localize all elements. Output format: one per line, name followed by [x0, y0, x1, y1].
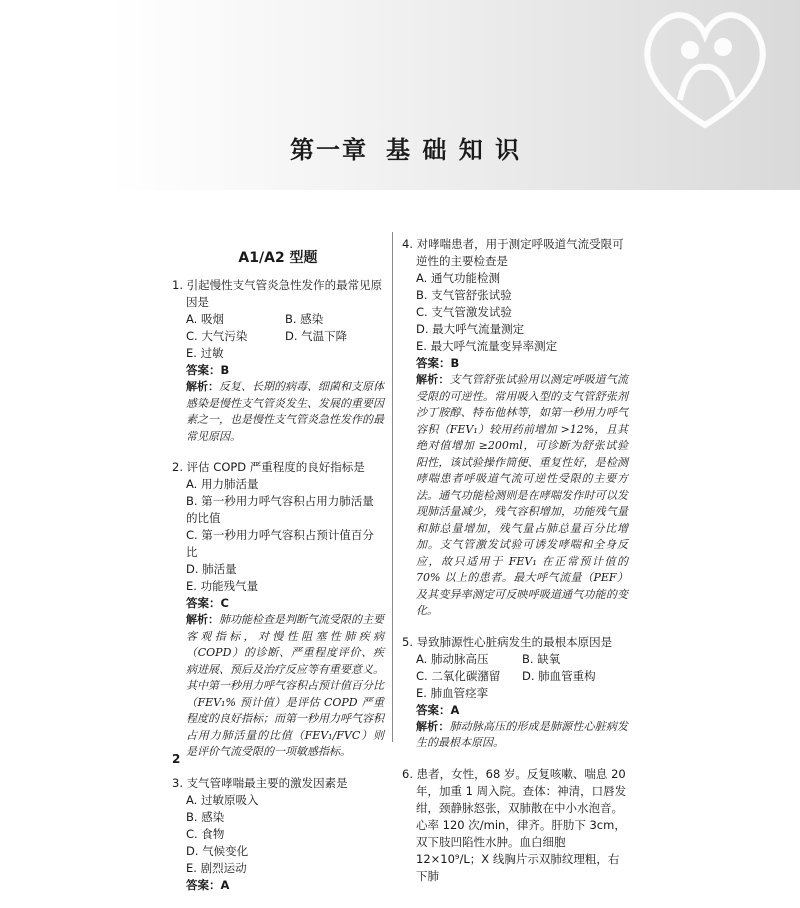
question-6 [402, 766, 628, 885]
option: D. 肺活量 [186, 562, 237, 576]
option: A. 吸烟 [186, 312, 224, 326]
option: D. 气温下降 [285, 329, 348, 343]
answer-label: 答案： [186, 877, 221, 892]
analysis-text: 支气管舒张试验用以测定呼吸道气流受限的可逆性。常用吸入型的支气管舒张剂沙丁胺醇、特布他林等，如第一秒用力呼气容积（FEV₁）较用药前增加 >12%，且其绝对值增加 ≥200ml，可诊断为舒张试验阳性，该试验操作简便、重复性好，是检测哮喘患者呼吸道气流可逆性受限的主要方法。通气功能检测则是在哮喘发作时可以发现肺活量减少，残气容积增加，功能残气量和肺总量增加，残气量占肺总量百分比增加。支气管激发试验可诱发哮喘和全身反应，故只适用于 FEV₁ 在正常预计值的 70% 以上的患者。最大呼气流量（PEF）及其变异率测定可反映呼吸道通气功能的变化。 [416, 373, 628, 617]
answer-label: 答案： [186, 596, 221, 610]
heart-people-logo-icon [635, 5, 775, 135]
section-title: A1/A2 型题 [238, 250, 318, 266]
question-stem: 1. 引起慢性支气管炎急性发作的最常见原因是 [172, 278, 383, 309]
option: A. 用力肺活量 [186, 477, 259, 491]
option: E. 剧烈运动 [186, 860, 247, 875]
analysis [402, 372, 628, 620]
question-1 [172, 277, 384, 445]
answer-value: B [450, 356, 460, 370]
answer [172, 362, 384, 379]
left-column [172, 240, 384, 908]
option: D. 气候变化 [186, 843, 249, 858]
answer-label: 答案： [416, 356, 451, 370]
option: E. 肺血管痉挛 [416, 685, 489, 700]
option: C. 二氧化碳潴留 [416, 668, 501, 683]
option: B. 感染 [186, 809, 225, 824]
answer [172, 877, 384, 894]
question-2 [172, 459, 384, 761]
option: A. 肺动脉高压 [416, 651, 489, 666]
option: B. 第一秒用力呼气容积占用力肺活量的比值 [186, 494, 374, 525]
option: B. 感染 [285, 312, 324, 326]
answer-label: 答案： [416, 702, 451, 717]
option: E. 功能残气量 [186, 579, 259, 593]
analysis [402, 719, 628, 752]
option: B. 缺氧 [522, 651, 561, 666]
option: A. 过敏原吸入 [186, 792, 259, 807]
option: E. 过敏 [186, 346, 224, 360]
question-5 [402, 634, 628, 752]
answer [172, 595, 384, 612]
answer-label: 答案： [186, 363, 221, 377]
answer [402, 702, 628, 719]
column-divider [392, 232, 393, 742]
answer-value: A [450, 702, 460, 717]
question-stem: 2. 评估 COPD 严重程度的良好指标是 [172, 460, 365, 474]
question-stem: 5. 导致肺源性心脏病发生的最根本原因是 [402, 634, 613, 649]
answer [402, 355, 628, 372]
option: C. 支气管激发试验 [416, 305, 512, 319]
question-3 [172, 775, 384, 894]
question-stem: 4. 对哮喘患者，用于测定呼吸道气流受限可逆性的主要检查是 [402, 237, 624, 268]
option: D. 最大呼气流量测定 [416, 322, 525, 336]
right-column [402, 236, 628, 899]
option: B. 支气管舒张试验 [416, 288, 512, 302]
option: A. 通气功能检测 [416, 271, 500, 285]
answer-value: A [220, 877, 230, 892]
analysis-label: 解析： [186, 613, 219, 626]
option: C. 食物 [186, 826, 225, 841]
page-number: 2 [172, 752, 181, 766]
analysis-label: 解析： [416, 373, 450, 386]
chapter-number: 第一章 [290, 136, 368, 164]
analysis-label: 解析： [416, 719, 450, 733]
chapter-title [290, 130, 521, 165]
option: C. 第一秒用力呼气容积占预计值百分比 [186, 528, 374, 559]
analysis-text: 肺动脉高压的形成是肺源性心脏病发生的最根本原因。 [416, 719, 628, 749]
analysis-text: 肺功能检查是判断气流受限的主要客观指标，对慢性阻塞性肺疾病（COPD）的诊断、严重程度评价、疾病进展、预后及治疗反应等有重要意义。其中第一秒用力呼气容积占预计值百分比（FEV₁% 预计值）是评估 COPD 严重程度的良好指标；而第一秒用力呼气容积占用力肺活量的比值（FEV₁/FVC）则是评价气流受限的一项敏感指标。 [186, 613, 384, 758]
option: E. 最大呼气流量变异率测定 [416, 339, 558, 353]
question-stem: 6. 患者，女性，68 岁。反复咳嗽、喘息 20 年，加重 1 周入院。查体：神清，口唇发绀，颈静脉怒张，双肺散在中小水泡音。心率 120 次/min，律齐。肝肋下 3cm，双下肢凹陷性水肿。血白细胞 12×10⁹/L；X 线胸片示双肺纹理粗，右下肺 [402, 766, 627, 883]
question-4 [402, 236, 628, 620]
answer-value: C [220, 596, 229, 610]
analysis [172, 379, 384, 445]
analysis-text: 反复、长期的病毒、细菌和支原体感染是慢性支气管炎发生、发展的重要因素之一，也是慢性支气管炎急性发作的最常见原因。 [186, 380, 384, 443]
question-stem: 3. 支气管哮喘最主要的激发因素是 [172, 775, 348, 790]
chapter-name: 基 础 知 识 [386, 136, 522, 164]
option: D. 肺血管重构 [522, 668, 596, 683]
option: C. 大气污染 [186, 329, 248, 343]
analysis-label: 解析： [186, 380, 219, 393]
analysis [172, 612, 384, 761]
answer-value: B [220, 363, 230, 377]
